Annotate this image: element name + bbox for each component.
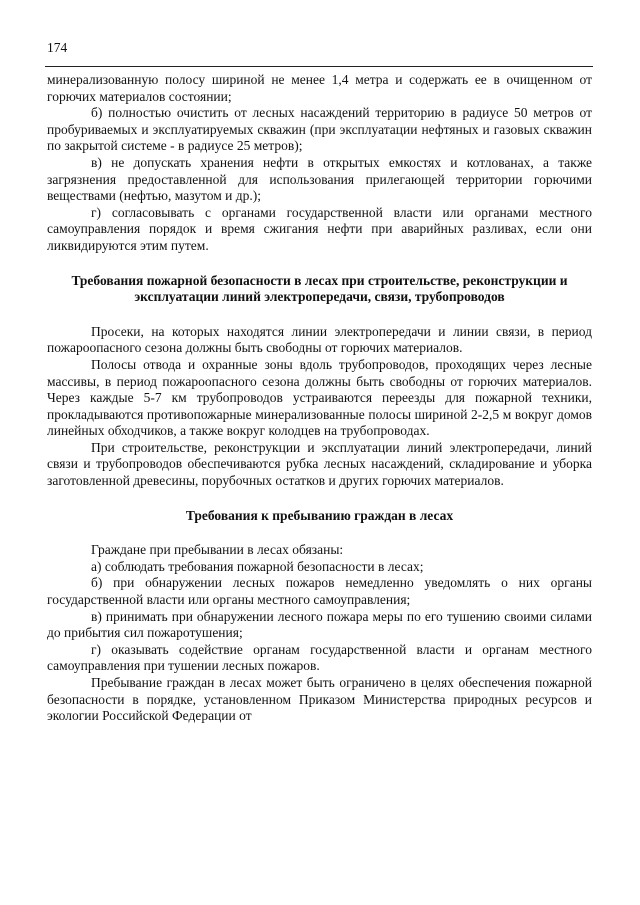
paragraph: Граждане при пребывании в лесах обязаны: [91, 542, 344, 558]
paragraph: б) полностью очистить от лесных насаждений территорию в радиусе 50 метров от пробуриваемых и эксплуатируемых скважин (при эксплуатации нефтяных и газовых скважин по закрытой системе - в радиусе 25 метров); [47, 105, 592, 154]
paragraph: в) принимать при обнаружении лесного пожара меры по его тушению своими силами до прибытия сил пожаротушения; [47, 608, 592, 641]
paragraph: Просеки, на которых находятся линии электропередачи и линии связи, в период пожароопасного сезона должны быть свободны от горючих материалов. [47, 323, 592, 356]
paragraph: минерализованную полосу шириной не менее 1,4 метра и содержать ее в очищенном от горючих материалов состоянии; [47, 72, 592, 104]
paragraph: При строительстве, реконструкции и эксплуатации линий электропередачи, линий связи и трубопроводов обеспечиваются рубка лесных насаждений, складирование и уборка заготовленной древесины, порубочных остатков и других горючих материалов. [47, 439, 592, 489]
section-heading: Требования к пребыванию граждан в лесах [185, 507, 454, 523]
paragraph: Полосы отвода и охранные зоны вдоль трубопроводов, проходящих через лесные массивы, в период пожароопасного сезона должны быть свободны от горючих материалов. Через каждые 5-7 км трубопроводов устраиваются переезды для пожарной техники, прокладываются противопожарные минерализованные полосы шириной 2-2,5 м вокруг домов линейных обходчиков, а также вокруг колодцев на трубопроводах. [47, 356, 592, 439]
header-rule [45, 66, 593, 67]
paragraph: б) при обнаружении лесных пожаров немедленно уведомлять о них органы государственной власти или органы местного самоуправления; [47, 575, 592, 608]
paragraph: г) согласовывать с органами государственной власти или органами местного самоуправления порядок и время сжигания нефти при аварийных разливах, если они ликвидируются этим путем. [47, 204, 592, 253]
paragraph: а) соблюдать требования пожарной безопасности в лесах; [91, 558, 424, 574]
page-content [47, 72, 592, 725]
paragraph: в) не допускать хранения нефти в открытых емкостях и котлованах, а также загрязнения предоставленной для использования прилегающей территории горючими веществами (нефтью, мазутом и др.); [47, 154, 592, 204]
section-heading: Требования пожарной безопасности в лесах при строительстве, реконструкции и эксплуатации линий электропередачи, связи, трубопроводов [71, 272, 568, 305]
paragraph: Пребывание граждан в лесах может быть ограничено в целях обеспечения пожарной безопасности в порядке, установленном Приказом Министерства природных ресурсов и экологии Российской Федерации от [47, 675, 592, 724]
page-number: 174 [47, 40, 68, 55]
paragraph: г) оказывать содействие органам государственной власти и органам местного самоуправления при тушении лесных пожаров. [47, 641, 592, 674]
